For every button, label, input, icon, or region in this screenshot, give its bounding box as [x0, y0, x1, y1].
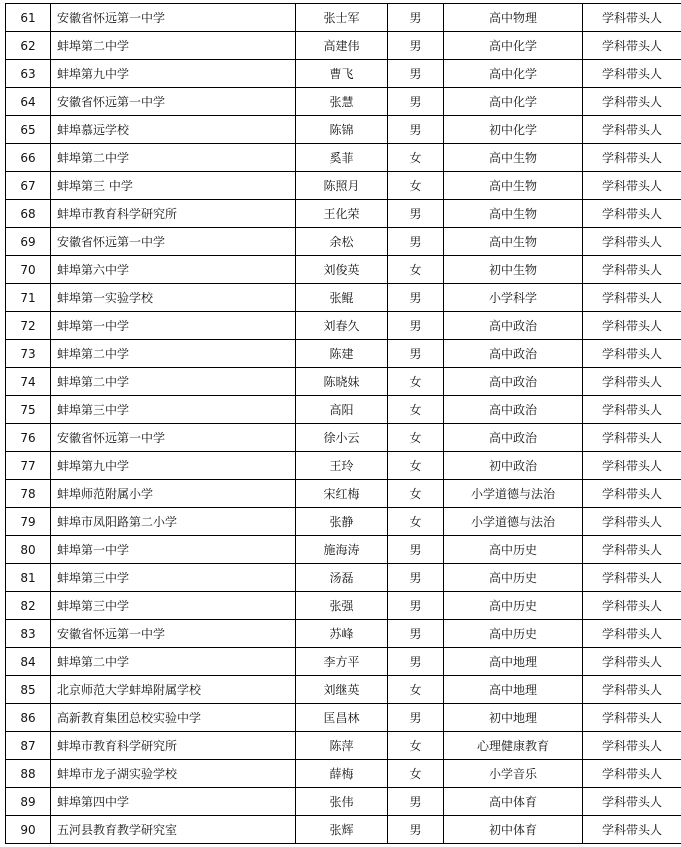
subject-cell: 高中生物 — [444, 172, 583, 200]
row-number-cell: 90 — [6, 816, 51, 844]
table-row — [6, 144, 681, 172]
gender-cell: 男 — [388, 564, 444, 592]
table-row — [6, 228, 681, 256]
title-role-cell: 学科带头人 — [583, 732, 681, 760]
table-row — [6, 648, 681, 676]
table-row — [6, 256, 681, 284]
school-name-cell: 蚌埠第二中学 — [51, 340, 296, 368]
school-name-cell: 蚌埠第九中学 — [51, 452, 296, 480]
gender-cell: 男 — [388, 32, 444, 60]
gender-cell: 男 — [388, 592, 444, 620]
row-number-cell: 74 — [6, 368, 51, 396]
title-role-cell: 学科带头人 — [583, 620, 681, 648]
table-row — [6, 88, 681, 116]
row-number-cell: 84 — [6, 648, 51, 676]
row-number-cell: 88 — [6, 760, 51, 788]
title-role-cell: 学科带头人 — [583, 396, 681, 424]
teacher-name-cell: 陈建 — [296, 340, 388, 368]
teacher-name-cell: 薛梅 — [296, 760, 388, 788]
gender-cell: 男 — [388, 788, 444, 816]
subject-cell: 高中历史 — [444, 592, 583, 620]
table-row — [6, 200, 681, 228]
table-row — [6, 368, 681, 396]
row-number-cell: 65 — [6, 116, 51, 144]
title-role-cell: 学科带头人 — [583, 424, 681, 452]
row-number-cell: 63 — [6, 60, 51, 88]
table-row — [6, 564, 681, 592]
subject-cell: 初中化学 — [444, 116, 583, 144]
title-role-cell: 学科带头人 — [583, 144, 681, 172]
teacher-name-cell: 奚菲 — [296, 144, 388, 172]
row-number-cell: 67 — [6, 172, 51, 200]
school-name-cell: 蚌埠第二中学 — [51, 144, 296, 172]
title-role-cell: 学科带头人 — [583, 480, 681, 508]
title-role-cell: 学科带头人 — [583, 760, 681, 788]
teacher-name-cell: 刘俊英 — [296, 256, 388, 284]
gender-cell: 女 — [388, 368, 444, 396]
teacher-name-cell: 张静 — [296, 508, 388, 536]
school-name-cell: 高新教育集团总校实验中学 — [51, 704, 296, 732]
teacher-name-cell: 张辉 — [296, 816, 388, 844]
subject-cell: 高中政治 — [444, 312, 583, 340]
row-number-cell: 62 — [6, 32, 51, 60]
teacher-name-cell: 王玲 — [296, 452, 388, 480]
gender-cell: 女 — [388, 760, 444, 788]
title-role-cell: 学科带头人 — [583, 88, 681, 116]
table-row — [6, 340, 681, 368]
row-number-cell: 64 — [6, 88, 51, 116]
teacher-name-cell: 张强 — [296, 592, 388, 620]
subject-cell: 初中政治 — [444, 452, 583, 480]
teacher-list-table — [5, 3, 681, 844]
table-row — [6, 284, 681, 312]
gender-cell: 女 — [388, 508, 444, 536]
teacher-name-cell: 曹飞 — [296, 60, 388, 88]
school-name-cell: 蚌埠第六中学 — [51, 256, 296, 284]
table-row — [6, 508, 681, 536]
school-name-cell: 蚌埠第三 中学 — [51, 172, 296, 200]
subject-cell: 高中政治 — [444, 340, 583, 368]
school-name-cell: 蚌埠第一中学 — [51, 312, 296, 340]
school-name-cell: 安徽省怀远第一中学 — [51, 620, 296, 648]
subject-cell: 心理健康教育 — [444, 732, 583, 760]
teacher-name-cell: 余松 — [296, 228, 388, 256]
school-name-cell: 蚌埠第一实验学校 — [51, 284, 296, 312]
table-row — [6, 32, 681, 60]
school-name-cell: 蚌埠第二中学 — [51, 648, 296, 676]
teacher-name-cell: 宋红梅 — [296, 480, 388, 508]
school-name-cell: 蚌埠师范附属小学 — [51, 480, 296, 508]
school-name-cell: 蚌埠第九中学 — [51, 60, 296, 88]
row-number-cell: 79 — [6, 508, 51, 536]
title-role-cell: 学科带头人 — [583, 676, 681, 704]
title-role-cell: 学科带头人 — [583, 564, 681, 592]
subject-cell: 高中政治 — [444, 396, 583, 424]
title-role-cell: 学科带头人 — [583, 32, 681, 60]
gender-cell: 女 — [388, 144, 444, 172]
title-role-cell: 学科带头人 — [583, 4, 681, 32]
teacher-name-cell: 匡昌林 — [296, 704, 388, 732]
row-number-cell: 86 — [6, 704, 51, 732]
subject-cell: 高中地理 — [444, 648, 583, 676]
table-body — [6, 4, 681, 844]
teacher-name-cell: 陈萍 — [296, 732, 388, 760]
title-role-cell: 学科带头人 — [583, 116, 681, 144]
gender-cell: 男 — [388, 536, 444, 564]
subject-cell: 高中地理 — [444, 676, 583, 704]
title-role-cell: 学科带头人 — [583, 508, 681, 536]
table-row — [6, 424, 681, 452]
title-role-cell: 学科带头人 — [583, 340, 681, 368]
subject-cell: 高中体育 — [444, 788, 583, 816]
subject-cell: 高中历史 — [444, 620, 583, 648]
row-number-cell: 77 — [6, 452, 51, 480]
table-row — [6, 312, 681, 340]
subject-cell: 高中化学 — [444, 32, 583, 60]
subject-cell: 高中化学 — [444, 60, 583, 88]
teacher-name-cell: 苏峰 — [296, 620, 388, 648]
teacher-name-cell: 王化荣 — [296, 200, 388, 228]
row-number-cell: 71 — [6, 284, 51, 312]
table-row — [6, 452, 681, 480]
teacher-name-cell: 陈锦 — [296, 116, 388, 144]
row-number-cell: 83 — [6, 620, 51, 648]
school-name-cell: 安徽省怀远第一中学 — [51, 424, 296, 452]
row-number-cell: 66 — [6, 144, 51, 172]
table-row — [6, 732, 681, 760]
row-number-cell: 80 — [6, 536, 51, 564]
table-row — [6, 536, 681, 564]
table-row — [6, 480, 681, 508]
subject-cell: 初中生物 — [444, 256, 583, 284]
school-name-cell: 蚌埠第三中学 — [51, 592, 296, 620]
title-role-cell: 学科带头人 — [583, 228, 681, 256]
gender-cell: 男 — [388, 88, 444, 116]
table-row — [6, 172, 681, 200]
teacher-name-cell: 张鲲 — [296, 284, 388, 312]
subject-cell: 初中体育 — [444, 816, 583, 844]
row-number-cell: 69 — [6, 228, 51, 256]
subject-cell: 高中历史 — [444, 536, 583, 564]
teacher-name-cell: 张士军 — [296, 4, 388, 32]
gender-cell: 女 — [388, 256, 444, 284]
table-row — [6, 620, 681, 648]
gender-cell: 女 — [388, 676, 444, 704]
gender-cell: 男 — [388, 116, 444, 144]
row-number-cell: 78 — [6, 480, 51, 508]
school-name-cell: 五河县教育教学研究室 — [51, 816, 296, 844]
title-role-cell: 学科带头人 — [583, 816, 681, 844]
subject-cell: 高中化学 — [444, 88, 583, 116]
table-row — [6, 4, 681, 32]
gender-cell: 男 — [388, 312, 444, 340]
row-number-cell: 73 — [6, 340, 51, 368]
teacher-name-cell: 李方平 — [296, 648, 388, 676]
subject-cell: 高中生物 — [444, 228, 583, 256]
row-number-cell: 82 — [6, 592, 51, 620]
subject-cell: 高中生物 — [444, 144, 583, 172]
title-role-cell: 学科带头人 — [583, 788, 681, 816]
school-name-cell: 蚌埠第二中学 — [51, 368, 296, 396]
gender-cell: 男 — [388, 4, 444, 32]
table-row — [6, 60, 681, 88]
row-number-cell: 61 — [6, 4, 51, 32]
gender-cell: 男 — [388, 816, 444, 844]
table-row — [6, 760, 681, 788]
title-role-cell: 学科带头人 — [583, 284, 681, 312]
gender-cell: 男 — [388, 228, 444, 256]
gender-cell: 女 — [388, 172, 444, 200]
school-name-cell: 安徽省怀远第一中学 — [51, 88, 296, 116]
table-row — [6, 592, 681, 620]
school-name-cell: 蚌埠市教育科学研究所 — [51, 200, 296, 228]
teacher-name-cell: 施海涛 — [296, 536, 388, 564]
table-row — [6, 816, 681, 844]
row-number-cell: 89 — [6, 788, 51, 816]
subject-cell: 小学道德与法治 — [444, 480, 583, 508]
school-name-cell: 蚌埠第四中学 — [51, 788, 296, 816]
teacher-name-cell: 陈照月 — [296, 172, 388, 200]
row-number-cell: 75 — [6, 396, 51, 424]
school-name-cell: 蚌埠市教育科学研究所 — [51, 732, 296, 760]
school-name-cell: 北京师范大学蚌埠附属学校 — [51, 676, 296, 704]
gender-cell: 男 — [388, 620, 444, 648]
row-number-cell: 76 — [6, 424, 51, 452]
title-role-cell: 学科带头人 — [583, 536, 681, 564]
teacher-name-cell: 汤磊 — [296, 564, 388, 592]
gender-cell: 女 — [388, 732, 444, 760]
gender-cell: 女 — [388, 424, 444, 452]
title-role-cell: 学科带头人 — [583, 312, 681, 340]
title-role-cell: 学科带头人 — [583, 648, 681, 676]
school-name-cell: 安徽省怀远第一中学 — [51, 4, 296, 32]
subject-cell: 高中生物 — [444, 200, 583, 228]
teacher-name-cell: 徐小云 — [296, 424, 388, 452]
teacher-name-cell: 刘继英 — [296, 676, 388, 704]
table-row — [6, 788, 681, 816]
gender-cell: 女 — [388, 396, 444, 424]
row-number-cell: 87 — [6, 732, 51, 760]
title-role-cell: 学科带头人 — [583, 256, 681, 284]
school-name-cell: 蚌埠第一中学 — [51, 536, 296, 564]
gender-cell: 男 — [388, 60, 444, 88]
table-row — [6, 396, 681, 424]
title-role-cell: 学科带头人 — [583, 172, 681, 200]
school-name-cell: 蚌埠市龙子湖实验学校 — [51, 760, 296, 788]
row-number-cell: 81 — [6, 564, 51, 592]
row-number-cell: 68 — [6, 200, 51, 228]
teacher-name-cell: 刘春久 — [296, 312, 388, 340]
subject-cell: 小学科学 — [444, 284, 583, 312]
title-role-cell: 学科带头人 — [583, 592, 681, 620]
teacher-name-cell: 高阳 — [296, 396, 388, 424]
teacher-name-cell: 陈晓妹 — [296, 368, 388, 396]
school-name-cell: 蚌埠第三中学 — [51, 564, 296, 592]
subject-cell: 高中物理 — [444, 4, 583, 32]
subject-cell: 高中历史 — [444, 564, 583, 592]
teacher-name-cell: 张伟 — [296, 788, 388, 816]
school-name-cell: 蚌埠第二中学 — [51, 32, 296, 60]
subject-cell: 小学音乐 — [444, 760, 583, 788]
teacher-name-cell: 高建伟 — [296, 32, 388, 60]
subject-cell: 小学道德与法治 — [444, 508, 583, 536]
school-name-cell: 安徽省怀远第一中学 — [51, 228, 296, 256]
table-row — [6, 676, 681, 704]
gender-cell: 男 — [388, 704, 444, 732]
school-name-cell: 蚌埠市凤阳路第二小学 — [51, 508, 296, 536]
table-row — [6, 704, 681, 732]
title-role-cell: 学科带头人 — [583, 200, 681, 228]
title-role-cell: 学科带头人 — [583, 60, 681, 88]
title-role-cell: 学科带头人 — [583, 368, 681, 396]
school-name-cell: 蚌埠慕远学校 — [51, 116, 296, 144]
subject-cell: 初中地理 — [444, 704, 583, 732]
table-row — [6, 116, 681, 144]
gender-cell: 男 — [388, 648, 444, 676]
gender-cell: 男 — [388, 200, 444, 228]
title-role-cell: 学科带头人 — [583, 452, 681, 480]
row-number-cell: 70 — [6, 256, 51, 284]
row-number-cell: 85 — [6, 676, 51, 704]
title-role-cell: 学科带头人 — [583, 704, 681, 732]
gender-cell: 女 — [388, 452, 444, 480]
gender-cell: 男 — [388, 284, 444, 312]
teacher-name-cell: 张慧 — [296, 88, 388, 116]
subject-cell: 高中政治 — [444, 424, 583, 452]
gender-cell: 女 — [388, 480, 444, 508]
row-number-cell: 72 — [6, 312, 51, 340]
gender-cell: 男 — [388, 340, 444, 368]
subject-cell: 高中政治 — [444, 368, 583, 396]
school-name-cell: 蚌埠第三中学 — [51, 396, 296, 424]
